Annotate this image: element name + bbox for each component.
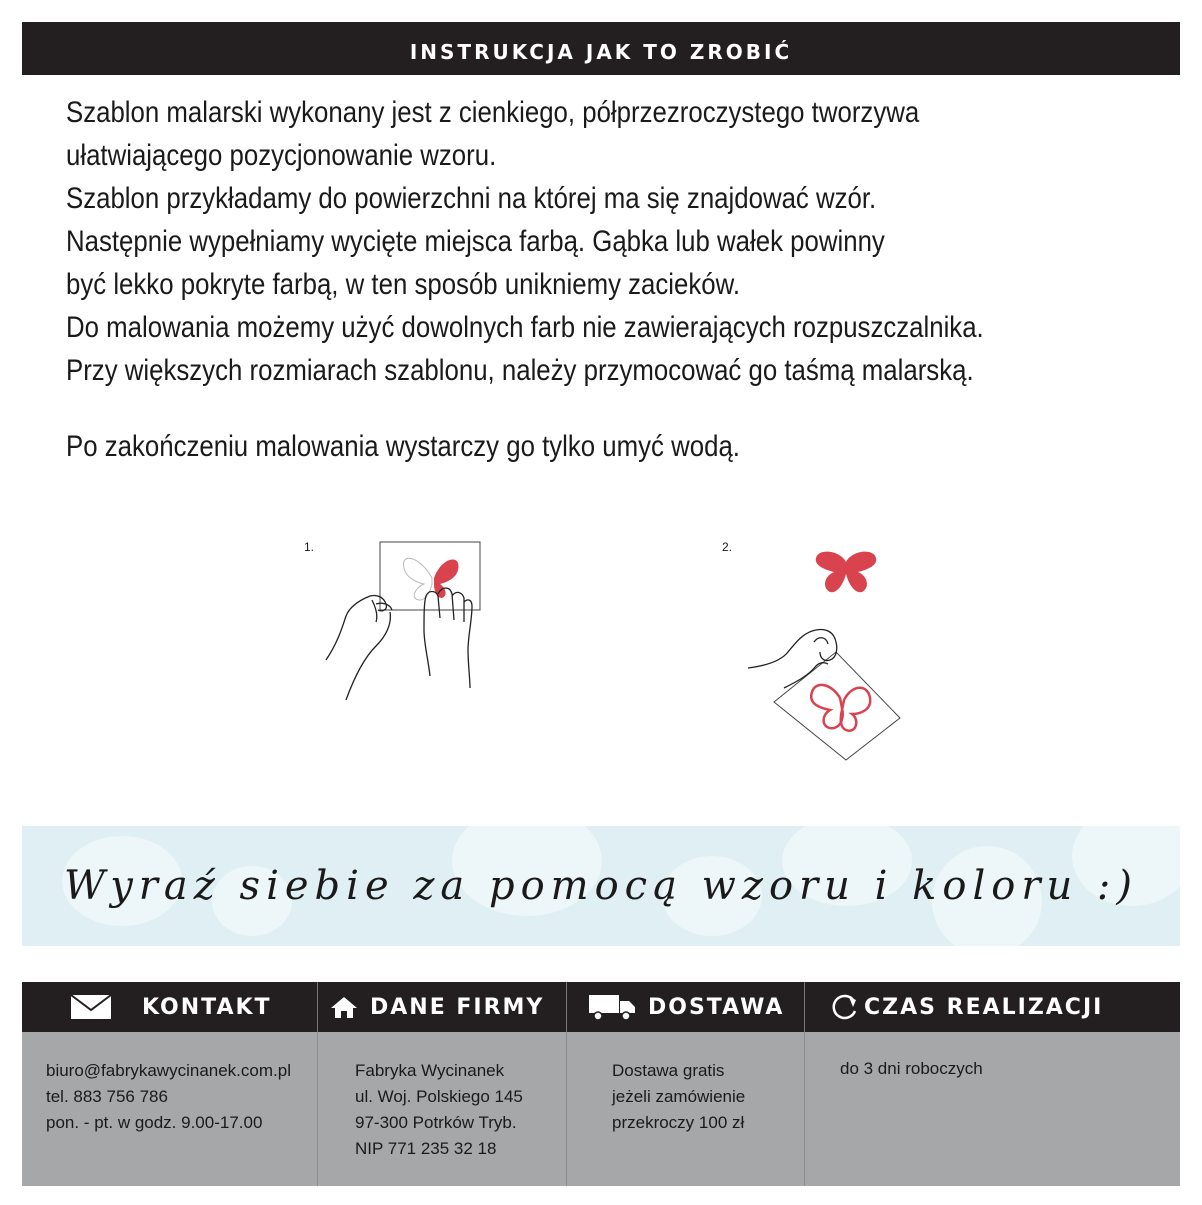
footer-company-details: [355, 1058, 523, 1162]
step-2-number: 2.: [722, 540, 733, 554]
instructions-text: [66, 91, 1021, 468]
company-street: ul. Woj. Polskiego 145: [355, 1087, 523, 1106]
instruction-line: Przy większych rozmiarach szablonu, należy przymocować go taśmą malarską.: [66, 354, 974, 387]
contact-email[interactable]: biuro@fabrykawycinanek.com.pl: [46, 1061, 291, 1080]
delivery-line: przekroczy 100 zł: [612, 1113, 745, 1132]
footer-contact-details: [46, 1058, 291, 1136]
company-nip: NIP 771 235 32 18: [355, 1139, 497, 1158]
footer-company-heading: [330, 982, 544, 1032]
instruction-line: być lekko pokryte farbą, w ten sposób unikniemy zacieków.: [66, 268, 741, 301]
footer-company-title: DANE FIRMY: [370, 994, 545, 1020]
slogan-text: Wyraź siebie za pomocą wzoru i koloru :): [63, 863, 1139, 909]
instruction-line: Do malowania możemy użyć dowolnych farb nie zawierających rozpuszczalnika.: [66, 311, 984, 344]
footer-delivery-details: [612, 1058, 745, 1136]
contact-hours: pon. - pt. w godz. 9.00-17.00: [46, 1113, 263, 1132]
delivery-line: Dostawa gratis: [612, 1061, 725, 1080]
header-bar: [22, 22, 1180, 75]
instruction-line: ułatwiającego pozycjonowanie wzoru.: [66, 139, 497, 172]
footer-delivery-title: DOSTAWA: [648, 994, 785, 1020]
company-city: 97-300 Potrków Tryb.: [355, 1113, 517, 1132]
instruction-line: Szablon malarski wykonany jest z cienkiego, półprzezroczystego tworzywa: [66, 96, 920, 129]
butterfly-icon: [812, 548, 880, 596]
slogan-banner: [22, 826, 1180, 946]
footer-contact-title: KONTAKT: [142, 994, 272, 1020]
truck-icon: [588, 993, 636, 1021]
envelope-icon: [70, 994, 112, 1020]
step-2-illustration: [744, 622, 906, 764]
footer-contact-heading: [70, 982, 272, 1032]
step-1-number: 1.: [304, 540, 315, 554]
home-icon: [330, 995, 358, 1019]
step-1-illustration: [320, 538, 490, 703]
refresh-icon: [830, 992, 860, 1022]
time-line: do 3 dni roboczych: [840, 1059, 983, 1078]
footer-time-details: [840, 1056, 983, 1082]
delivery-line: jeżeli zamówienie: [612, 1087, 746, 1106]
header-title: INSTRUKCJA JAK TO ZROBIĆ: [409, 40, 793, 64]
footer-time-heading: [830, 982, 1103, 1032]
footer-time-title: CZAS REALIZACJI: [864, 994, 1104, 1020]
instruction-line: Następnie wypełniamy wycięte miejsca farbą. Gąbka lub wałek powinny: [66, 225, 885, 258]
instruction-final: Po zakończeniu malowania wystarczy go tylko umyć wodą.: [66, 430, 740, 463]
contact-phone[interactable]: tel. 883 756 786: [46, 1087, 168, 1106]
footer-delivery-heading: [588, 982, 784, 1032]
instruction-line: Szablon przykładamy do powierzchni na której ma się znajdować wzór.: [66, 182, 877, 215]
company-name: Fabryka Wycinanek: [355, 1061, 505, 1080]
